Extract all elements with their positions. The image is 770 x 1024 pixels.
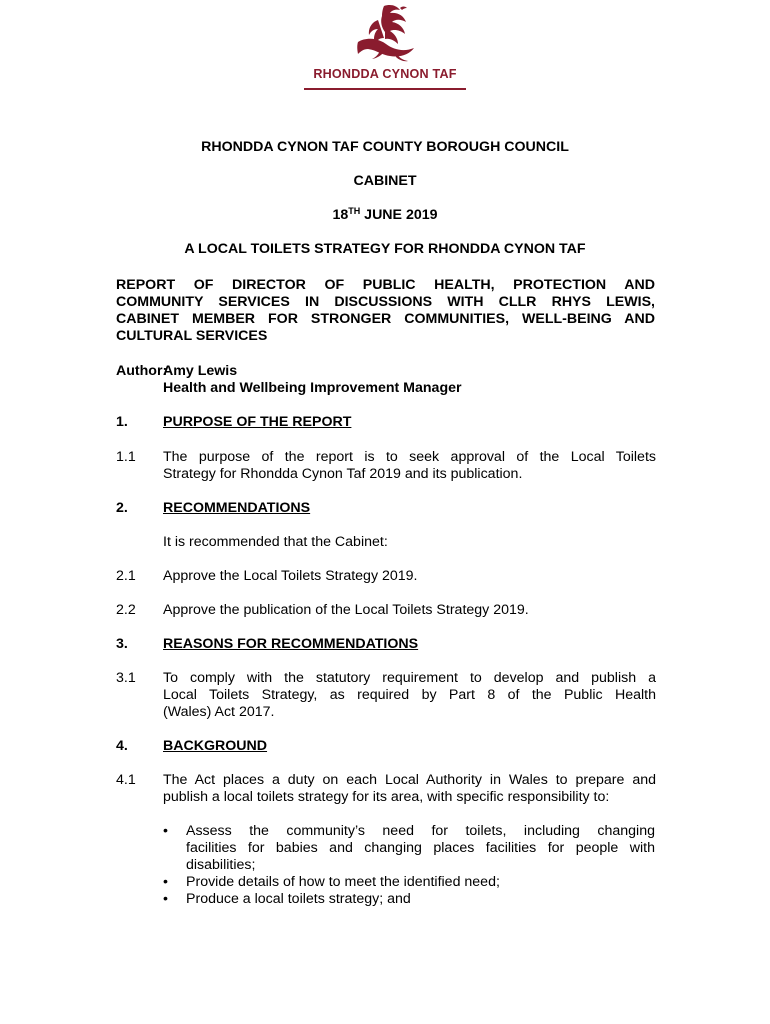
section-number: 1. <box>116 414 128 430</box>
list-item-text <box>186 823 655 874</box>
paragraph-line: The Act places a duty on each Local Authority in Wales to prepare and <box>163 772 656 788</box>
section-number: 4. <box>116 738 128 754</box>
bullet-icon: • <box>163 891 168 907</box>
paragraph-line: Local Toilets Strategy, as required by Part 8 of the Public Health <box>163 687 656 703</box>
list-item-line: facilities for babies and changing places facilities for people with <box>186 840 655 856</box>
author-details <box>163 363 656 397</box>
list-item-text: Produce a local toilets strategy; and <box>186 891 411 907</box>
list-item-text: Provide details of how to meet the identified need; <box>186 874 500 890</box>
paragraph-line: publish a local toilets strategy for its area, with specific responsibility to: <box>163 789 610 805</box>
logo-underline <box>304 88 466 90</box>
meeting-date <box>0 207 770 224</box>
paragraph-number: 2.2 <box>116 602 136 618</box>
section-heading: PURPOSE OF THE REPORT <box>163 414 352 430</box>
date-suffix: TH <box>348 206 361 216</box>
bullet-icon: • <box>163 823 168 839</box>
paragraph-text: Approve the Local Toilets Strategy 2019. <box>163 568 418 584</box>
section-number: 3. <box>116 636 128 652</box>
paragraph-number: 1.1 <box>116 449 136 465</box>
author-label: Author: <box>116 363 168 379</box>
council-name: RHONDDA CYNON TAF COUNTY BOROUGH COUNCIL <box>201 139 569 155</box>
date-day: 18 <box>332 207 349 223</box>
report-of-line: CULTURAL SERVICES <box>116 328 268 344</box>
report-of-line: COMMUNITY SERVICES IN DISCUSSIONS WITH CLLR RHYS LEWIS, <box>116 294 655 310</box>
paragraph-text <box>163 670 656 721</box>
paragraph-number: 2.1 <box>116 568 136 584</box>
paragraph-line: The purpose of the report is to seek approval of the Local Toilets <box>163 449 656 465</box>
paragraph-line: To comply with the statutory requirement to develop and publish a <box>163 670 656 686</box>
paragraph-text: Approve the publication of the Local Toilets Strategy 2019. <box>163 602 529 618</box>
list-item-line: Assess the community’s need for toilets, including changing <box>186 823 655 839</box>
author-role: Health and Wellbeing Improvement Manager <box>163 380 462 396</box>
paragraph-text: It is recommended that the Cabinet: <box>163 534 388 550</box>
section-number: 2. <box>116 500 128 516</box>
report-of-line: CABINET MEMBER FOR STRONGER COMMUNITIES, WELL-BEING AND <box>116 311 655 327</box>
dragon-emblem-icon <box>338 2 432 66</box>
paragraph-line: (Wales) Act 2017. <box>163 704 275 720</box>
section-heading: BACKGROUND <box>163 738 268 754</box>
meeting-name: CABINET <box>353 173 417 189</box>
bullet-icon: • <box>163 874 168 890</box>
logo-wordmark: RHONDDA CYNON TAF <box>313 67 457 81</box>
author-name: Amy Lewis <box>163 363 238 379</box>
paragraph-text <box>163 772 656 806</box>
council-logo <box>300 2 470 98</box>
report-of-line: REPORT OF DIRECTOR OF PUBLIC HEALTH, PROTECTION AND <box>116 277 655 293</box>
section-heading: REASONS FOR RECOMMENDATIONS <box>163 636 419 652</box>
paragraph-number: 4.1 <box>116 772 136 788</box>
paragraph-number: 3.1 <box>116 670 136 686</box>
date-month-year: JUNE 2019 <box>360 207 438 223</box>
paragraph-text <box>163 449 656 483</box>
paragraph-line: Strategy for Rhondda Cynon Taf 2019 and its publication. <box>163 466 523 482</box>
report-title: A LOCAL TOILETS STRATEGY FOR RHONDDA CYNON TAF <box>184 241 586 257</box>
report-of-block <box>116 277 655 345</box>
list-item-line: disabilities; <box>186 857 256 873</box>
section-heading: RECOMMENDATIONS <box>163 500 311 516</box>
